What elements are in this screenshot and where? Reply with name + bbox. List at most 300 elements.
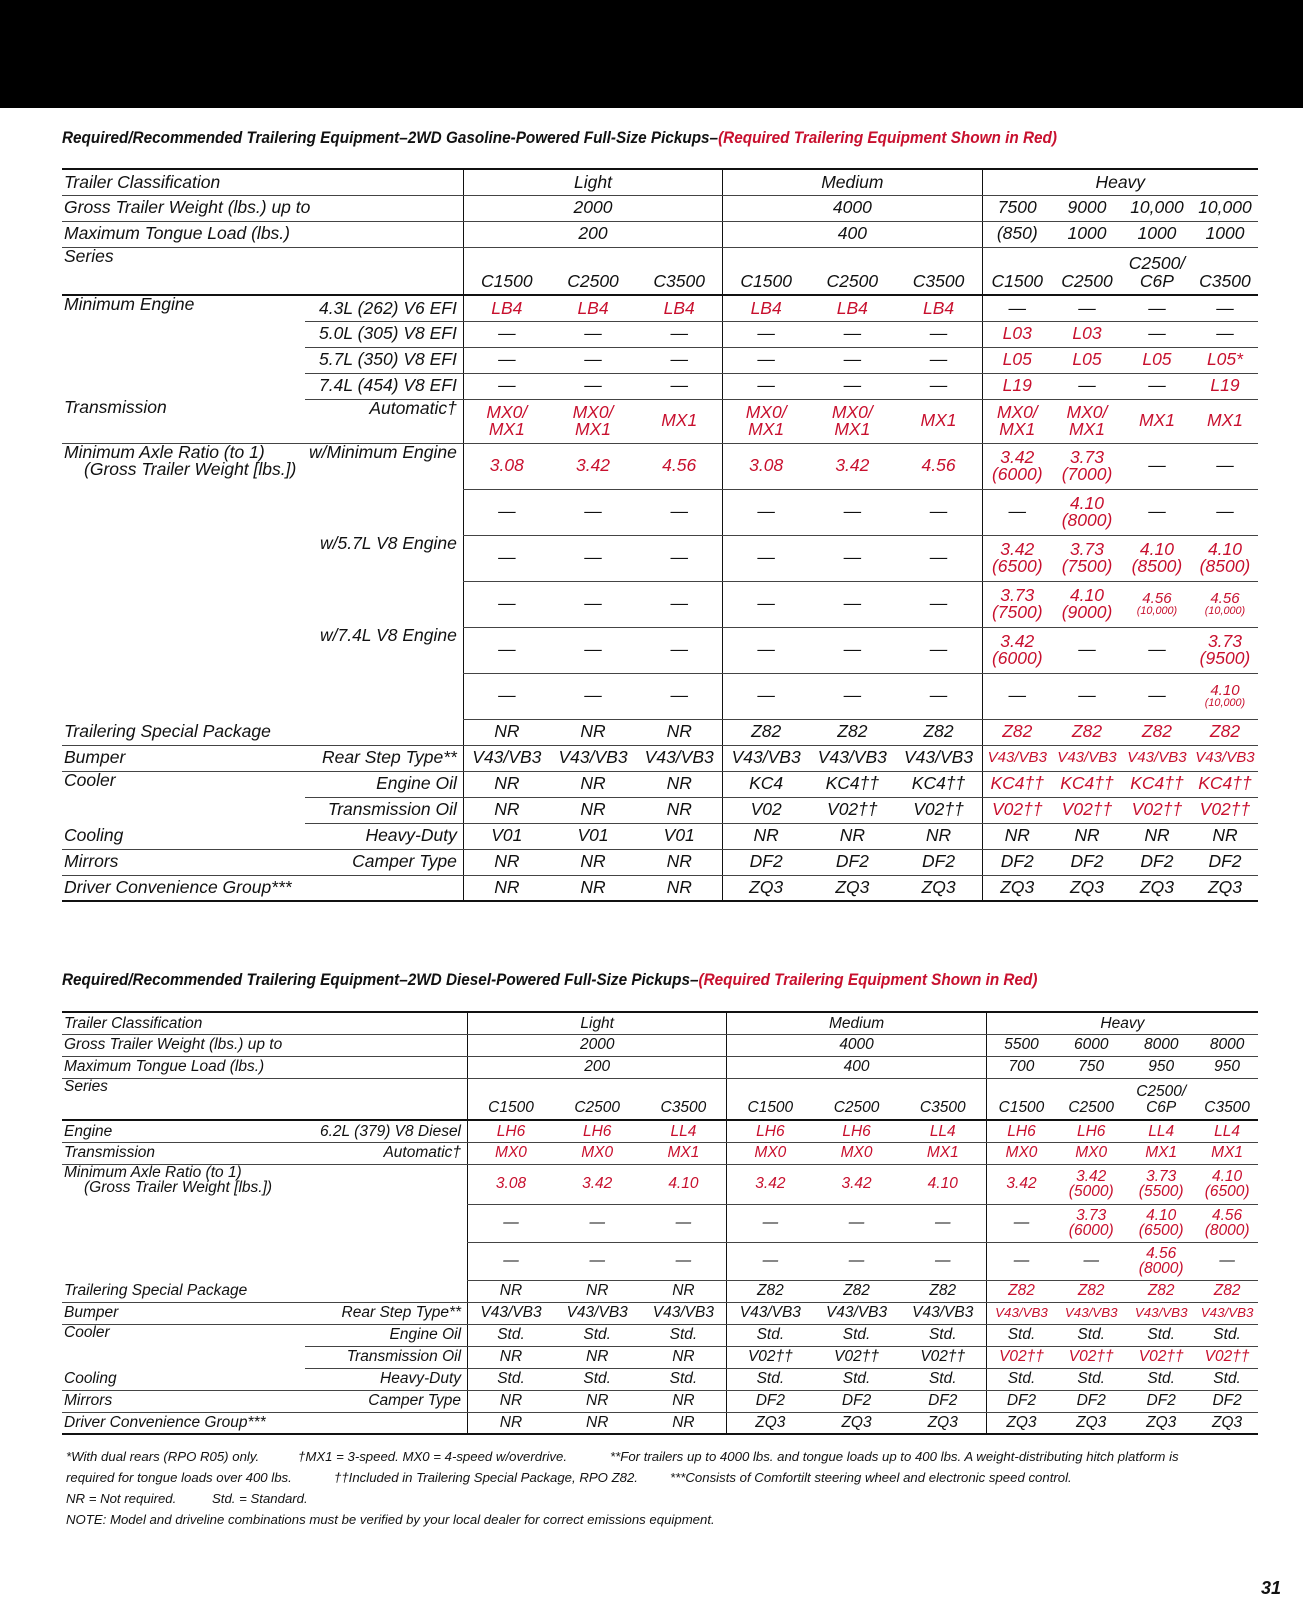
table-cell: 3.42 (554, 1164, 640, 1204)
table-cell: L05 (1122, 347, 1192, 373)
label-cell (305, 1280, 468, 1302)
table-cell: NR (640, 1280, 726, 1302)
table-cell: ZQ3 (727, 1412, 813, 1434)
table-cell: — (463, 347, 549, 373)
table-cell: KC4†† (1122, 771, 1192, 797)
table-cell: V43/VB3 (982, 745, 1052, 771)
series-cell: C2500 (809, 247, 895, 295)
table-cell: V02 (723, 797, 809, 823)
table-cell: LH6 (727, 1120, 813, 1142)
label-cell (305, 1412, 468, 1434)
table-cell: — (896, 373, 982, 399)
table-cell: V43/VB3 (1126, 1302, 1196, 1324)
label-cell: Gross Trailer Weight (lbs.) up to (62, 1034, 468, 1056)
axle-ratio-cell: 4.10 (10,000) (1192, 673, 1258, 719)
table-cell: — (463, 627, 549, 673)
table-cell: V43/VB3 (1192, 745, 1258, 771)
table-cell: — (900, 1204, 986, 1242)
table-row (62, 195, 1258, 221)
engine-label: 6.2L (379) V8 Diesel (305, 1120, 468, 1142)
label-cell: Heavy-Duty (305, 823, 463, 849)
label-cell: Camper Type (305, 1390, 468, 1412)
axle-label (62, 443, 305, 719)
table-cell: NR (463, 797, 549, 823)
table-cell: — (809, 321, 895, 347)
heavy-weight: 8000 (1126, 1034, 1196, 1056)
table-cell: DF2 (809, 849, 895, 875)
label-cell: Cooling (62, 823, 305, 849)
table-cell: MX1 (896, 399, 982, 443)
table-cell: MX0 (986, 1142, 1056, 1164)
table-cell: NR (468, 1412, 554, 1434)
table-row (62, 1412, 1258, 1434)
table-cell: 3.08 (468, 1164, 554, 1204)
series-cell: C2500 (813, 1078, 899, 1120)
axle-ratio-cell: 3.73 (7500) (1052, 535, 1122, 581)
series-cell: C2500 (550, 247, 636, 295)
table-cell: V43/VB3 (463, 745, 549, 771)
label-cell: Cooling (62, 1368, 305, 1390)
table-cell: — (982, 489, 1052, 535)
heavy-weight: 10,000 (1192, 195, 1258, 221)
label-cell (305, 719, 463, 745)
table-cell: Z82 (1126, 1280, 1196, 1302)
table-row (62, 771, 1258, 797)
table-row (62, 1368, 1258, 1390)
table-cell: — (1122, 627, 1192, 673)
table-cell: LH6 (986, 1120, 1056, 1142)
table-cell: V43/VB3 (986, 1302, 1056, 1324)
heavy-tongue: 750 (1056, 1056, 1126, 1078)
table-cell: — (896, 581, 982, 627)
label-cell: Bumper (62, 1302, 305, 1324)
table-row (62, 1078, 1258, 1120)
table-cell: NR (550, 771, 636, 797)
series-cell: C3500 (900, 1078, 986, 1120)
engine-label: 7.4L (454) V8 EFI (305, 373, 463, 399)
axle-ratio-cell: 4.10 (8500) (1192, 535, 1258, 581)
series-cell: C3500 (1196, 1078, 1258, 1120)
table-cell: V43/VB3 (896, 745, 982, 771)
table-cell: NR (554, 1390, 640, 1412)
label-cell: Trailering Special Package (62, 1280, 305, 1302)
table-cell: V02†† (1056, 1346, 1126, 1368)
table-cell: ZQ3 (723, 875, 809, 901)
label-cell: Trailer Classification (62, 1012, 468, 1034)
table-cell: L05 (982, 347, 1052, 373)
table-cell: V43/VB3 (468, 1302, 554, 1324)
table-cell: V43/VB3 (900, 1302, 986, 1324)
label-cell: Automatic† (305, 1142, 468, 1164)
table-cell: LB4 (550, 295, 636, 321)
table-cell: — (723, 581, 809, 627)
medium-tongue: 400 (723, 221, 982, 247)
series-cell: C2500 (1056, 1078, 1126, 1120)
table-row (62, 1324, 1258, 1346)
table-cell: — (809, 627, 895, 673)
table-cell: Std. (1196, 1368, 1258, 1390)
table-cell: 4.10 (640, 1164, 726, 1204)
table-cell: NR (640, 1412, 726, 1434)
table-cell: — (550, 373, 636, 399)
label-cell: Minimum Engine (64, 295, 195, 314)
table-row (62, 1142, 1258, 1164)
label-cell: Transmission (62, 1142, 305, 1164)
table-row (62, 295, 1258, 321)
table-cell: — (1122, 321, 1192, 347)
class-heavy: Heavy (986, 1012, 1258, 1034)
table-cell: — (723, 673, 809, 719)
label-cell: Mirrors (62, 1390, 305, 1412)
axle-ratio-cell: 4.56 (10,000) (1122, 581, 1192, 627)
label-cell: Maximum Tongue Load (lbs.) (62, 1056, 468, 1078)
table-cell: — (636, 489, 722, 535)
axle-ratio-cell: 4.10 (6500) (1126, 1204, 1196, 1242)
table-cell: DF2 (1126, 1390, 1196, 1412)
label-cell: Automatic† (305, 399, 463, 443)
table-cell: NR (463, 849, 549, 875)
table-cell: V43/VB3 (813, 1302, 899, 1324)
table-cell: — (636, 373, 722, 399)
label-cell: Series (62, 1078, 468, 1120)
table-cell: NR (463, 875, 549, 901)
table-cell: — (550, 535, 636, 581)
table-cell: NR (636, 719, 722, 745)
gas-trailering-table (62, 168, 1258, 902)
table-row (62, 719, 1258, 745)
diesel-trailering-table (62, 1011, 1258, 1435)
table-cell: 3.08 (723, 443, 809, 489)
table-cell: ZQ3 (1196, 1412, 1258, 1434)
table-cell: Std. (727, 1324, 813, 1346)
gas-title-main: Required/Recommended Trailering Equipment–2WD Gasoline-Powered Full-Size Pickups– (62, 128, 719, 147)
table-cell: — (723, 321, 809, 347)
table-cell: — (809, 373, 895, 399)
table-row (62, 1120, 1258, 1142)
table-cell: DF2 (723, 849, 809, 875)
table-cell: DF2 (813, 1390, 899, 1412)
table-row (62, 169, 1258, 195)
table-cell: MX0 (813, 1142, 899, 1164)
table-cell: — (1122, 443, 1192, 489)
table-cell: NR (554, 1346, 640, 1368)
engine-label: 5.7L (350) V8 EFI (305, 347, 463, 373)
label-cell: Gross Trailer Weight (lbs.) up to (62, 195, 463, 221)
heavy-weight: 7500 (982, 195, 1052, 221)
table-cell: MX0/ MX1 (1052, 399, 1122, 443)
table-cell: NR (636, 875, 722, 901)
label-cell: Trailer Classification (62, 169, 463, 195)
table-cell: DF2 (1192, 849, 1258, 875)
table-cell: NR (468, 1280, 554, 1302)
table-cell: — (809, 673, 895, 719)
footnote-std: Std. = Standard. (212, 1491, 308, 1506)
table-row (62, 823, 1258, 849)
table-cell: 3.42 (727, 1164, 813, 1204)
table-cell: MX0/ MX1 (809, 399, 895, 443)
label-cell: Camper Type (305, 849, 463, 875)
table-cell: Std. (554, 1324, 640, 1346)
table-cell: — (982, 295, 1052, 321)
axle-ratio-cell: 4.10 (9000) (1052, 581, 1122, 627)
table-cell: LL4 (1196, 1120, 1258, 1142)
table-cell: NR (463, 771, 549, 797)
series-cell: C1500 (982, 247, 1052, 295)
table-cell: DF2 (982, 849, 1052, 875)
table-cell: L03 (1052, 321, 1122, 347)
table-cell: V43/VB3 (554, 1302, 640, 1324)
table-cell: Z82 (723, 719, 809, 745)
axle-engine-label: w/7.4L V8 Engine (319, 627, 457, 645)
table-cell: LB4 (723, 295, 809, 321)
table-cell: MX0 (1056, 1142, 1126, 1164)
table-cell: V02†† (982, 797, 1052, 823)
table-row (62, 1034, 1258, 1056)
heavy-tongue: 1000 (1122, 221, 1192, 247)
table-cell: — (636, 347, 722, 373)
table-row (62, 1280, 1258, 1302)
table-cell: — (550, 489, 636, 535)
table-cell: — (723, 489, 809, 535)
table-cell: MX0 (468, 1142, 554, 1164)
table-cell: — (463, 373, 549, 399)
class-medium: Medium (727, 1012, 986, 1034)
light-tongue: 200 (463, 221, 722, 247)
axle-ratio-cell: 4.10 (8000) (1052, 489, 1122, 535)
series-cell: C3500 (1192, 247, 1258, 295)
table-cell: 4.10 (900, 1164, 986, 1204)
table-cell: — (550, 321, 636, 347)
table-cell: — (723, 373, 809, 399)
table-cell: L19 (1192, 373, 1258, 399)
table-cell: Std. (813, 1324, 899, 1346)
table-cell: Std. (1126, 1324, 1196, 1346)
table-cell: V43/VB3 (727, 1302, 813, 1324)
table-cell: — (809, 535, 895, 581)
table-cell: Std. (986, 1368, 1056, 1390)
table-cell: LB4 (809, 295, 895, 321)
table-cell: L19 (982, 373, 1052, 399)
axle-label-line1: Minimum Axle Ratio (to 1) (64, 1164, 242, 1181)
table-cell: — (1052, 673, 1122, 719)
table-cell: V01 (550, 823, 636, 849)
table-cell: Z82 (1056, 1280, 1126, 1302)
table-cell: ZQ3 (1192, 875, 1258, 901)
table-cell: MX0/ MX1 (550, 399, 636, 443)
table-cell: Z82 (727, 1280, 813, 1302)
table-cell: NR (1052, 823, 1122, 849)
heavy-tongue: 1000 (1192, 221, 1258, 247)
label-cell: Maximum Tongue Load (lbs.) (62, 221, 463, 247)
table-cell: ZQ3 (896, 875, 982, 901)
table-cell: MX1 (1196, 1142, 1258, 1164)
table-cell: NR (550, 719, 636, 745)
heavy-weight: 6000 (1056, 1034, 1126, 1056)
table-cell: Std. (1056, 1368, 1126, 1390)
table-cell: KC4†† (982, 771, 1052, 797)
table-cell: — (896, 627, 982, 673)
table-cell: V01 (463, 823, 549, 849)
table-cell: Std. (813, 1368, 899, 1390)
table-cell: — (640, 1242, 726, 1280)
table-cell: — (1192, 321, 1258, 347)
footnote-trailers-1: **For trailers up to 4000 lbs. and tongue loads up to 400 lbs. A weight-distributing hitch platform is (610, 1449, 1179, 1464)
table-cell: MX1 (1126, 1142, 1196, 1164)
table-cell: — (1052, 373, 1122, 399)
table-cell: — (636, 673, 722, 719)
table-cell: NR (550, 797, 636, 823)
label-cell: Rear Step Type** (305, 1302, 468, 1324)
label-cell: Mirrors (62, 849, 305, 875)
table-row (62, 745, 1258, 771)
axle-ratio-cell: 3.73 (6000) (1056, 1204, 1126, 1242)
series-cell: C3500 (896, 247, 982, 295)
table-cell: V01 (636, 823, 722, 849)
table-cell: NR (636, 797, 722, 823)
table-cell: Z82 (1196, 1280, 1258, 1302)
table-cell: — (896, 489, 982, 535)
table-cell: MX1 (1192, 399, 1258, 443)
table-cell: — (550, 347, 636, 373)
table-cell: LB4 (896, 295, 982, 321)
table-cell: Std. (727, 1368, 813, 1390)
table-cell: — (1122, 673, 1192, 719)
table-cell: — (900, 1242, 986, 1280)
table-row (62, 875, 1258, 901)
table-cell: — (463, 489, 549, 535)
label-cell: Cooler (64, 1324, 110, 1341)
table-cell: MX1 (1122, 399, 1192, 443)
table-cell: — (896, 347, 982, 373)
table-cell: MX0/ MX1 (982, 399, 1052, 443)
heavy-tongue: 950 (1196, 1056, 1258, 1078)
table-cell: — (809, 581, 895, 627)
table-cell: NR (554, 1280, 640, 1302)
table-cell: — (982, 673, 1052, 719)
footnote-included: ††Included in Trailering Special Package, RPO Z82. (334, 1470, 638, 1485)
table-cell: V02†† (986, 1346, 1056, 1368)
table-cell: KC4†† (809, 771, 895, 797)
axle-ratio-cell: 3.73 (5500) (1126, 1164, 1196, 1204)
table-cell: Std. (1126, 1368, 1196, 1390)
table-cell: — (636, 321, 722, 347)
axle-ratio-cell: 4.10 (6500) (1196, 1164, 1258, 1204)
class-heavy: Heavy (982, 169, 1258, 195)
table-cell: V43/VB3 (636, 745, 722, 771)
table-cell: LB4 (636, 295, 722, 321)
table-cell: — (813, 1242, 899, 1280)
table-cell: Z82 (900, 1280, 986, 1302)
table-cell: LH6 (1056, 1120, 1126, 1142)
table-cell: LH6 (468, 1120, 554, 1142)
table-cell: — (809, 347, 895, 373)
medium-tongue: 400 (727, 1056, 986, 1078)
table-cell: V02†† (896, 797, 982, 823)
table-cell: ZQ3 (1122, 875, 1192, 901)
label-cell: Transmission Oil (305, 1346, 468, 1368)
table-cell: Std. (468, 1368, 554, 1390)
table-cell: 4.56 (896, 443, 982, 489)
table-cell: V43/VB3 (809, 745, 895, 771)
table-cell: LH6 (554, 1120, 640, 1142)
table-cell: — (723, 535, 809, 581)
table-cell: V02†† (900, 1346, 986, 1368)
table-cell: 3.42 (986, 1164, 1056, 1204)
table-cell: — (1192, 295, 1258, 321)
footnote-mx: †MX1 = 3-speed. MX0 = 4-speed w/overdrive. (298, 1449, 568, 1464)
table-cell: LH6 (813, 1120, 899, 1142)
series-cell: C1500 (727, 1078, 813, 1120)
table-cell: MX1 (900, 1142, 986, 1164)
table-cell: LL4 (640, 1120, 726, 1142)
table-cell: Z82 (813, 1280, 899, 1302)
footnote-trailers-2: required for tongue loads over 400 lbs. (66, 1470, 292, 1485)
medium-weight: 4000 (723, 195, 982, 221)
footnote-dual-rears: *With dual rears (RPO R05) only. (66, 1449, 260, 1464)
table-cell: ZQ3 (986, 1412, 1056, 1434)
table-cell: V02†† (1126, 1346, 1196, 1368)
table-cell: — (986, 1242, 1056, 1280)
table-cell: NR (636, 771, 722, 797)
table-cell: DF2 (727, 1390, 813, 1412)
axle-ratio-cell: 3.42 (6500) (982, 535, 1052, 581)
label-cell: Cooler (64, 771, 116, 790)
diesel-title-red: (Required Trailering Equipment Shown in Red) (698, 970, 1038, 989)
table-cell: LL4 (1126, 1120, 1196, 1142)
heavy-tongue: 1000 (1052, 221, 1122, 247)
class-light: Light (468, 1012, 727, 1034)
table-row (62, 1056, 1258, 1078)
table-cell: KC4†† (896, 771, 982, 797)
table-cell: DF2 (986, 1390, 1056, 1412)
table-cell: — (727, 1204, 813, 1242)
table-cell: Std. (986, 1324, 1056, 1346)
table-cell: — (896, 321, 982, 347)
series-cell: C3500 (636, 247, 722, 295)
table-cell: — (727, 1242, 813, 1280)
table-cell: L05 (1052, 347, 1122, 373)
table-cell: L05* (1192, 347, 1258, 373)
table-cell: V43/VB3 (1196, 1302, 1258, 1324)
axle-ratio-cell: 3.73 (7500) (982, 581, 1052, 627)
page-number: 31 (1260, 1578, 1281, 1598)
axle-label (62, 1164, 468, 1280)
light-weight: 2000 (468, 1034, 727, 1056)
table-row (62, 247, 1258, 295)
table-cell: NR (982, 823, 1052, 849)
label-cell: Rear Step Type** (305, 745, 463, 771)
axle-ratio-cell: 4.56 (8000) (1196, 1204, 1258, 1242)
series-cell: C2500 (1052, 247, 1122, 295)
axle-ratio-cell: 4.10 (8500) (1122, 535, 1192, 581)
table-row (62, 1390, 1258, 1412)
heavy-weight: 5500 (986, 1034, 1056, 1056)
footnotes (66, 1446, 1236, 1530)
table-cell: L03 (982, 321, 1052, 347)
class-light: Light (463, 169, 722, 195)
table-cell: Z82 (982, 719, 1052, 745)
heavy-weight: 8000 (1196, 1034, 1258, 1056)
table-cell: ZQ3 (982, 875, 1052, 901)
series-cell: C1500 (468, 1078, 554, 1120)
footnote-nr: NR = Not required. (66, 1491, 177, 1506)
table-cell: NR (550, 875, 636, 901)
table-cell: V02†† (727, 1346, 813, 1368)
table-cell: — (1192, 489, 1258, 535)
table-cell: — (1122, 373, 1192, 399)
table-cell: DF2 (900, 1390, 986, 1412)
table-cell: Std. (900, 1368, 986, 1390)
